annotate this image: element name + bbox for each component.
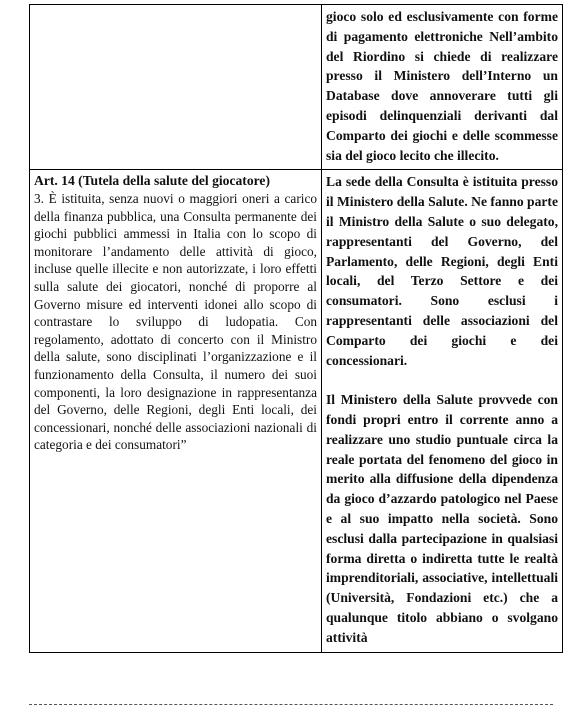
comparison-table <box>29 4 563 653</box>
comment-paragraph-1: La sede della Consulta è istituita presso il Ministero della Salute. Ne fanno parte il Ministro della Salute o suo delegato, rappresentanti del Governo, del Parlamento, delle Regioni, degli Enti locali, del Terzo Settore e dei consumatori. Sono esclusi i rappresentanti delle associazioni del Comparto dei giochi e dei concessionari. <box>326 174 558 368</box>
table-row-continuation <box>30 5 563 170</box>
article-cell <box>30 170 322 652</box>
article-body: 3. È istituita, senza nuovi o maggiori oneri a carico della finanza pubblica, una Consulta permanente dei giochi pubblici ammessi in Italia con lo scopo di monitorare l’andamento delle attività di gioco, incluse quelle illecite e non autorizzate, i loro effetti sulla salute dei giocatori, nonché di proporre al Governo misure ed interventi idonei allo scopo di contrastare lo sviluppo di ludopatia. Con regolamento, adottato di concerto con il Ministro della salute, sono disciplinati l’organizzazione e il funzionamento della Consulta, il numero dei suoi componenti, la loro designazione in rappresentanza del Governo, delle Regioni, degli Enti locali, dei concessionari, nonché delle associazioni nazionali di categoria e dei consumatori” <box>34 190 317 453</box>
continuation-text: gioco solo ed esclusivamente con forme di pagamento elettroniche Nell’ambito del Riordino si chiede di realizzare presso il Ministero dell’Interno un Database dove annoverare tutti gli episodi delinquenziali derivanti dal Comparto dei giochi e delle scommesse sia del gioco lecito che illecito. <box>326 9 558 163</box>
dashed-separator <box>29 704 553 705</box>
article-heading: Art. 14 (Tutela della salute del giocatore) <box>34 173 270 189</box>
continuation-cell <box>322 5 563 170</box>
empty-cell <box>30 5 322 170</box>
table-row-article-14 <box>30 170 563 652</box>
comment-cell <box>322 170 563 652</box>
comment-paragraph-2: Il Ministero della Salute provvede con fondi propri entro il corrente anno a realizzare uno studio puntuale circa la reale portata del fenomeno del gioco in merito alla diffusione della dipendenza da gioco d’azzardo patologico nel Paese e al suo impatto nella società. Sono esclusi dalla partecipazione in qualsiasi forma diretta o indiretta tutte le realtà imprenditoriali, associative, intellettuali (Università, Fondazioni etc.) che a qualunque titolo abbiano o svolgano attività <box>326 392 558 645</box>
